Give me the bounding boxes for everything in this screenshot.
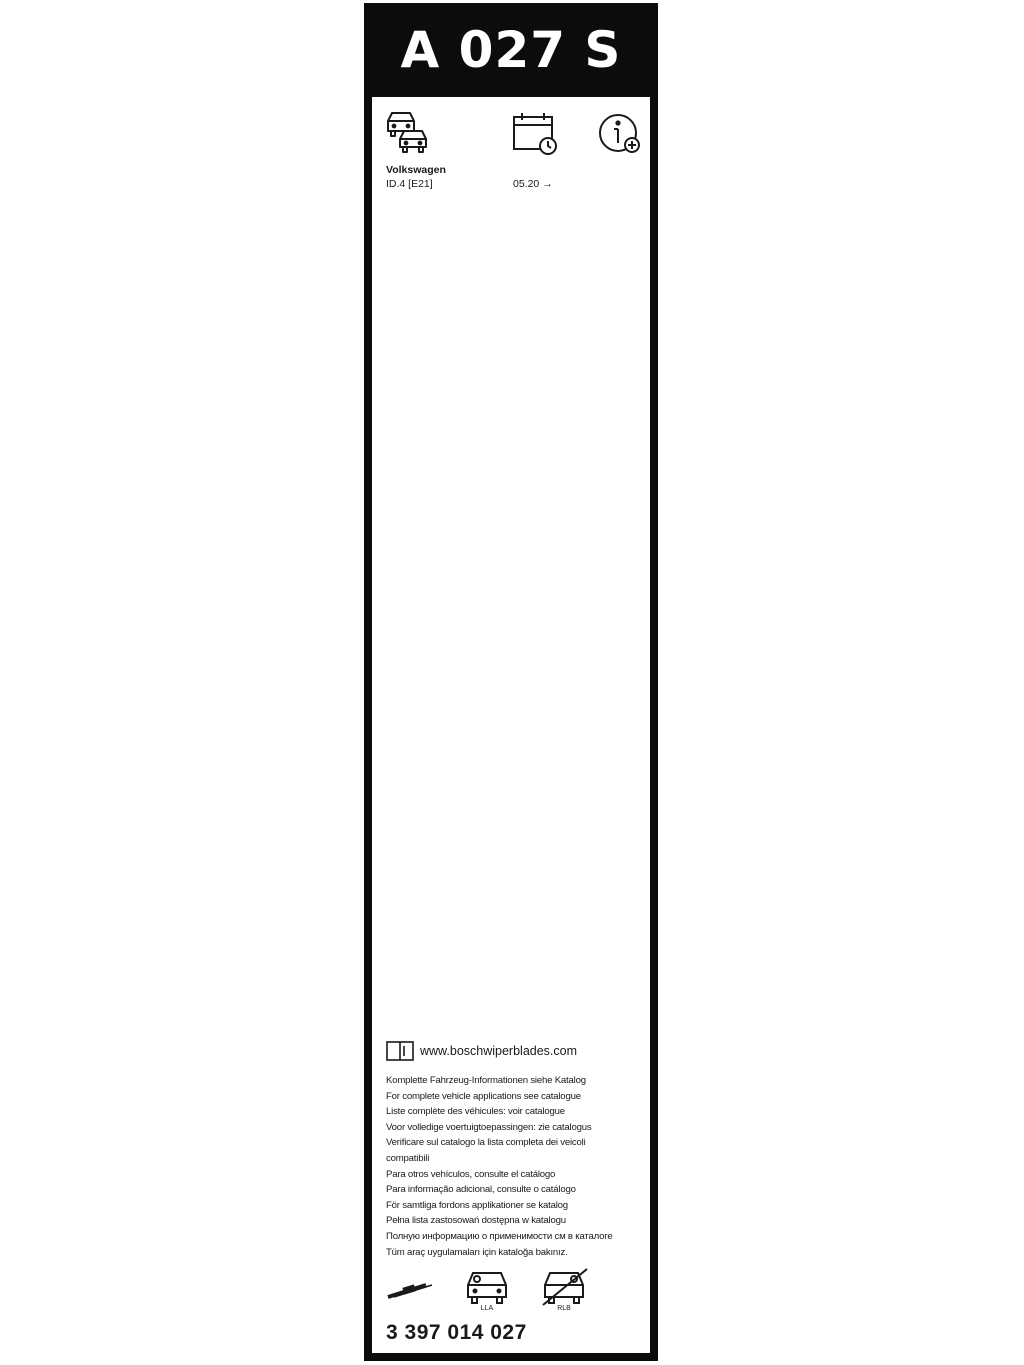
catalogue-note: Полную информацию о применимости см в каталоге	[386, 1230, 613, 1242]
catalogue-note: For complete vehicle applications see catalogue	[386, 1090, 581, 1102]
book-icon	[386, 1041, 414, 1061]
info-plus-icon	[598, 111, 646, 157]
catalogue-note: Pełna lista zastosowań dostępna w katalogu	[386, 1215, 566, 1227]
vehicle-model: ID.4 [E21]	[386, 178, 433, 190]
wiper-blade-icon	[386, 1279, 434, 1301]
label-panel	[372, 97, 650, 1353]
rhd-tag: RLB	[557, 1305, 571, 1311]
lhd-tag: LLA	[480, 1305, 494, 1311]
catalogue-note: För samtliga fordons applikationer se katalog	[386, 1199, 568, 1211]
catalogue-note: Voor volledige voertuigtoepassingen: zie catalogus	[386, 1121, 592, 1133]
website-row	[386, 1041, 577, 1061]
product-code: A 027 S	[400, 20, 622, 79]
left-hand-drive-car-icon	[464, 1265, 510, 1311]
vehicle-make: Volkswagen	[386, 164, 446, 176]
catalogue-note: Tüm araç uygulamaları için kataloğa bakınız.	[386, 1246, 568, 1258]
compatibility-icons	[386, 1265, 606, 1315]
catalogue-note: Para informação adicional, consulte o catálogo	[386, 1184, 576, 1196]
website-link[interactable]: www.boschwiperblades.com	[420, 1044, 578, 1058]
right-hand-drive-excluded-icon	[541, 1265, 591, 1311]
date-range: 05.20 →	[513, 178, 553, 190]
catalogue-note: Para otros vehículos, consulte el catálogo	[386, 1168, 556, 1180]
catalogue-note: Verificare sul catalogo la lista completa dei veicoli compatibili	[386, 1137, 586, 1164]
catalogue-notes	[386, 1073, 646, 1260]
catalogue-note: Liste complète des véhicules: voir catalogue	[386, 1106, 565, 1118]
car-pair-icon	[384, 109, 432, 155]
catalogue-note: Komplette Fahrzeug-Informationen siehe Katalog	[386, 1075, 586, 1086]
calendar-clock-icon	[512, 111, 560, 157]
wiper-label	[364, 3, 658, 1361]
article-number: 3 397 014 027	[386, 1321, 527, 1344]
vehicle-application	[386, 163, 446, 191]
label-header	[364, 3, 658, 96]
